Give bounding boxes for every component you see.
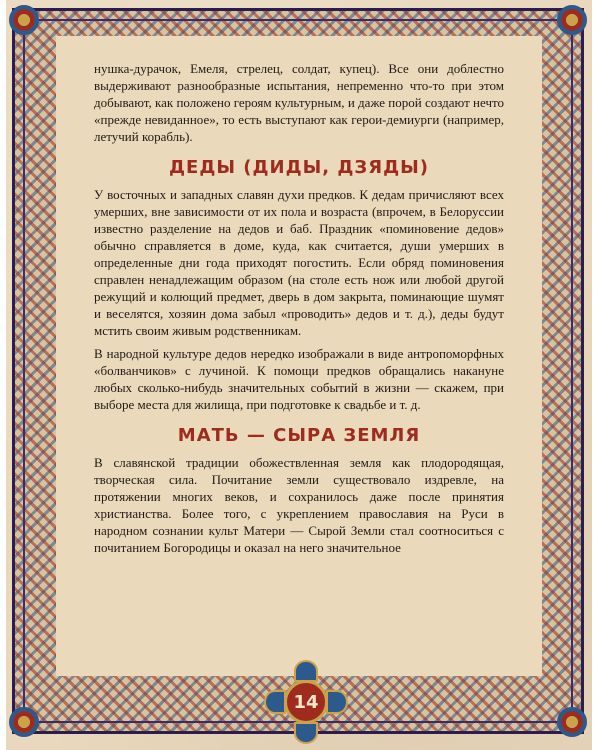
medallion-petal <box>326 690 348 714</box>
ornament-corner-icon <box>557 5 587 35</box>
ornament-corner-icon <box>9 5 39 35</box>
paragraph: В славянской традиции обожествленная земля как плодородящая, творческая сила. Почитание земли существовало издревле, на протяжении многих веков, и сохранилось даже после принятия христианства. Более того, с укреплением православия на Руси в народном сознании культ Матери — Сырой Земли стал соотноситься с почитанием Богородицы и оказал на него значительное <box>94 455 504 555</box>
medallion-petal <box>294 660 318 682</box>
ornament-corner-icon <box>557 707 587 737</box>
medallion-petal <box>264 690 286 714</box>
ornament-medallion-icon <box>264 660 348 744</box>
ornament-corner-icon <box>9 707 39 737</box>
book-page <box>6 0 592 750</box>
page-number: 14 <box>284 680 328 724</box>
paragraph: нушка-дурачок, Емеля, стрелец, солдат, купец). Все они доблестно выдерживают разнообразные испытания, непременно что-то при этом добывают, как положено героям культурным, и даже порой создают нечто «прежде невиданное», то есть выступают как герои-демиурги (например, летучий корабль). <box>94 61 504 144</box>
paragraph: В народной культуре дедов нередко изображали в виде антропоморфных «болванчиков» с лучиной. К помощи предков обращались накануне любых сколько-нибудь значительных событий в жизни — скажем, при выборе места для жилища, при подготовке к свадьбе и т. д. <box>94 346 504 412</box>
medallion-petal <box>294 722 318 744</box>
section-heading: МАТЬ — СЫРА ЗЕМЛЯ <box>177 425 421 446</box>
section-heading: ДЕДЫ (ДИДЫ, ДЗЯДЫ) <box>169 157 429 178</box>
paragraph: У восточных и западных славян духи предков. К дедам причисляют всех умерших, вне зависимости от их пола и возраста (впрочем, в Белоруссии известно разделение на дедов и баб. Праздник «поминовение дедов» обычно справляется в доме, куда, как считается, души умерших в определенные дни года приходят погостить. Если обряд поминовения справлен ненадлежащим образом (на столе есть нож или любой другой режущий и колющий предмет, дверь в дом закрыта, поминающие шумят и веселятся, хозяин дома забыл «проводить» дедов и т. д.), деды будут мстить своим живым родственникам. <box>94 187 504 338</box>
text-block <box>56 36 542 676</box>
